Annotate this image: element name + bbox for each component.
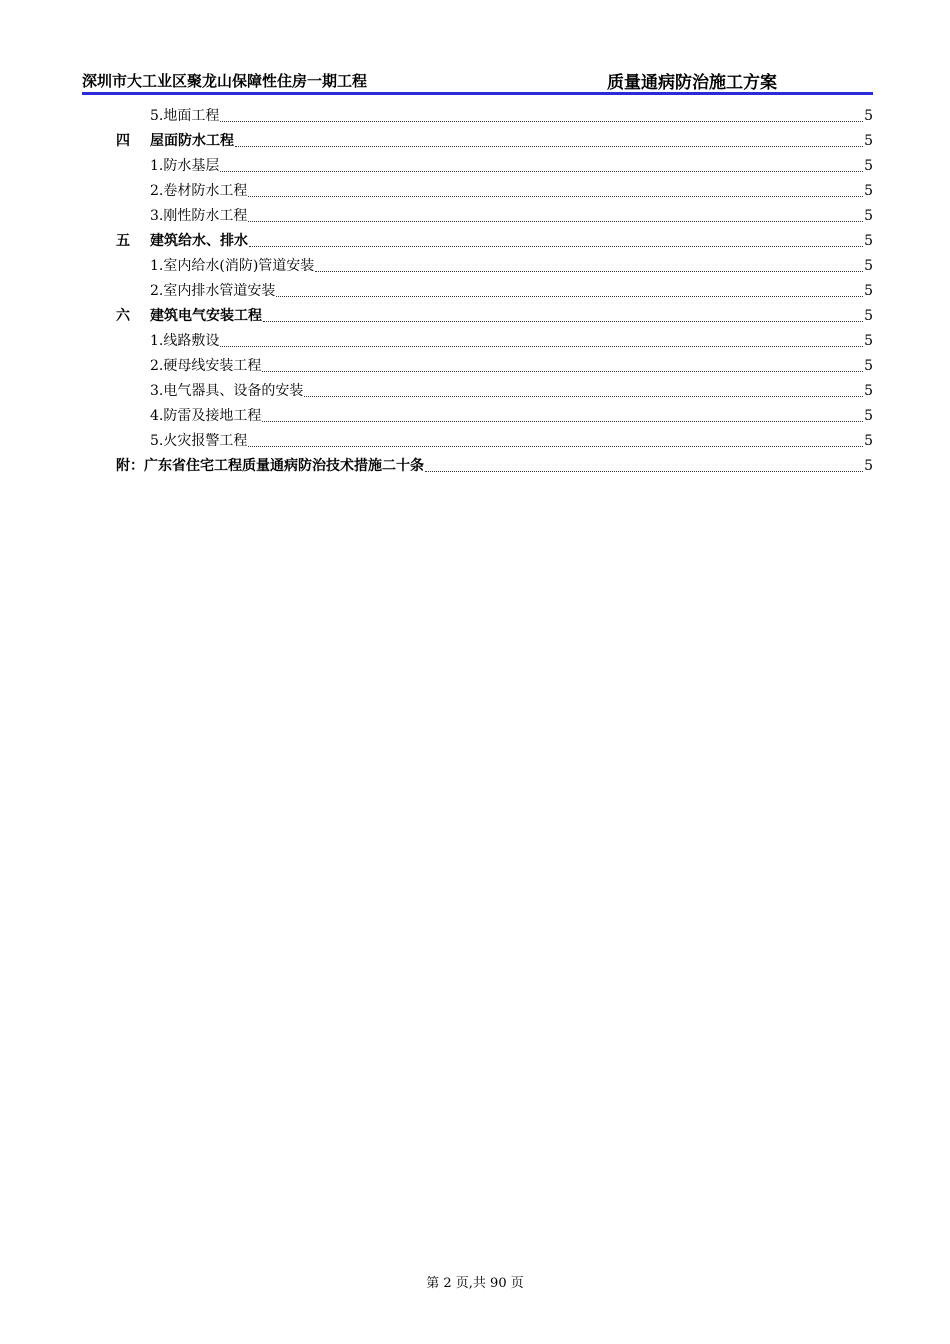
dot-leader [263,305,863,322]
toc-entry-page: 5 [864,208,873,224]
toc-entry-page: 5 [864,258,873,274]
toc-entry[interactable] [150,278,873,300]
toc-entry[interactable] [150,103,873,125]
toc-entry-page: 5 [864,383,873,399]
toc-entry[interactable] [150,403,873,425]
toc-entry-page: 5 [864,183,873,199]
toc-entry-label: 3.电气器具、设备的安装 [150,383,304,399]
dot-leader [235,130,863,147]
page-footer [0,1272,950,1291]
toc-entry-page: 5 [864,333,873,349]
toc-entry-page: 5 [864,433,873,449]
toc-entry[interactable] [150,328,873,350]
toc-entry[interactable] [116,128,873,150]
toc-entry[interactable] [150,353,873,375]
toc-entry-appendix[interactable] [116,453,873,475]
toc-entry-label: 建筑电气安装工程 [150,308,262,324]
toc-entry-label: 2.室内排水管道安装 [150,283,276,299]
toc-entry[interactable] [150,153,873,175]
toc-entry[interactable] [150,178,873,200]
dot-leader [276,280,863,297]
dot-leader [248,430,863,447]
toc-entry[interactable] [150,378,873,400]
toc-entry-label: 1.防水基层 [150,158,220,174]
toc-entry-label: 附：广东省住宅工程质量通病防治技术措施二十条 [116,458,424,474]
toc-entry[interactable] [150,428,873,450]
dot-leader [249,230,863,247]
page-header [82,66,873,95]
toc-entry-label: 5.地面工程 [150,108,220,124]
dot-leader [248,205,863,222]
toc-entry[interactable] [150,253,873,275]
toc-entry-page: 5 [864,233,873,249]
dot-leader [315,255,863,272]
document-title: 质量通病防治施工方案 [607,73,777,93]
dot-leader [262,405,863,422]
toc-entry-label: 2.卷材防水工程 [150,183,248,199]
toc-entry-label: 1.线路敷设 [150,333,220,349]
dot-leader [304,380,863,397]
dot-leader [248,180,863,197]
toc-entry-page: 5 [864,283,873,299]
toc-entry-page: 5 [864,358,873,374]
toc-entry-page: 5 [864,458,873,474]
toc-entry-page: 5 [864,308,873,324]
toc-entry[interactable] [150,203,873,225]
toc-entry-page: 5 [864,108,873,124]
toc-entry-label: 屋面防水工程 [150,133,234,149]
toc-entry[interactable] [116,228,873,250]
toc-entry-page: 5 [864,133,873,149]
toc-entry-label: 建筑给水、排水 [150,233,248,249]
toc-entry-label: 3.刚性防水工程 [150,208,248,224]
dot-leader [220,330,863,347]
dot-leader [262,355,863,372]
toc-entry-number: 四 [116,133,130,149]
dot-leader [220,105,863,122]
page-number: 第 2 页,共 90 页 [426,1276,524,1291]
toc-entry-page: 5 [864,408,873,424]
toc-entry[interactable] [116,303,873,325]
toc-entry-page: 5 [864,158,873,174]
toc-entry-label: 5.火灾报警工程 [150,433,248,449]
toc-entry-label: 2.硬母线安装工程 [150,358,262,374]
dot-leader [220,155,863,172]
dot-leader [425,455,863,472]
toc-entry-label: 4.防雷及接地工程 [150,408,262,424]
toc-entry-number: 五 [116,233,130,249]
toc-entry-number: 六 [116,308,130,324]
toc-entry-label: 1.室内给水(消防)管道安装 [150,258,315,274]
project-title: 深圳市大工业区聚龙山保障性住房一期工程 [82,72,368,90]
